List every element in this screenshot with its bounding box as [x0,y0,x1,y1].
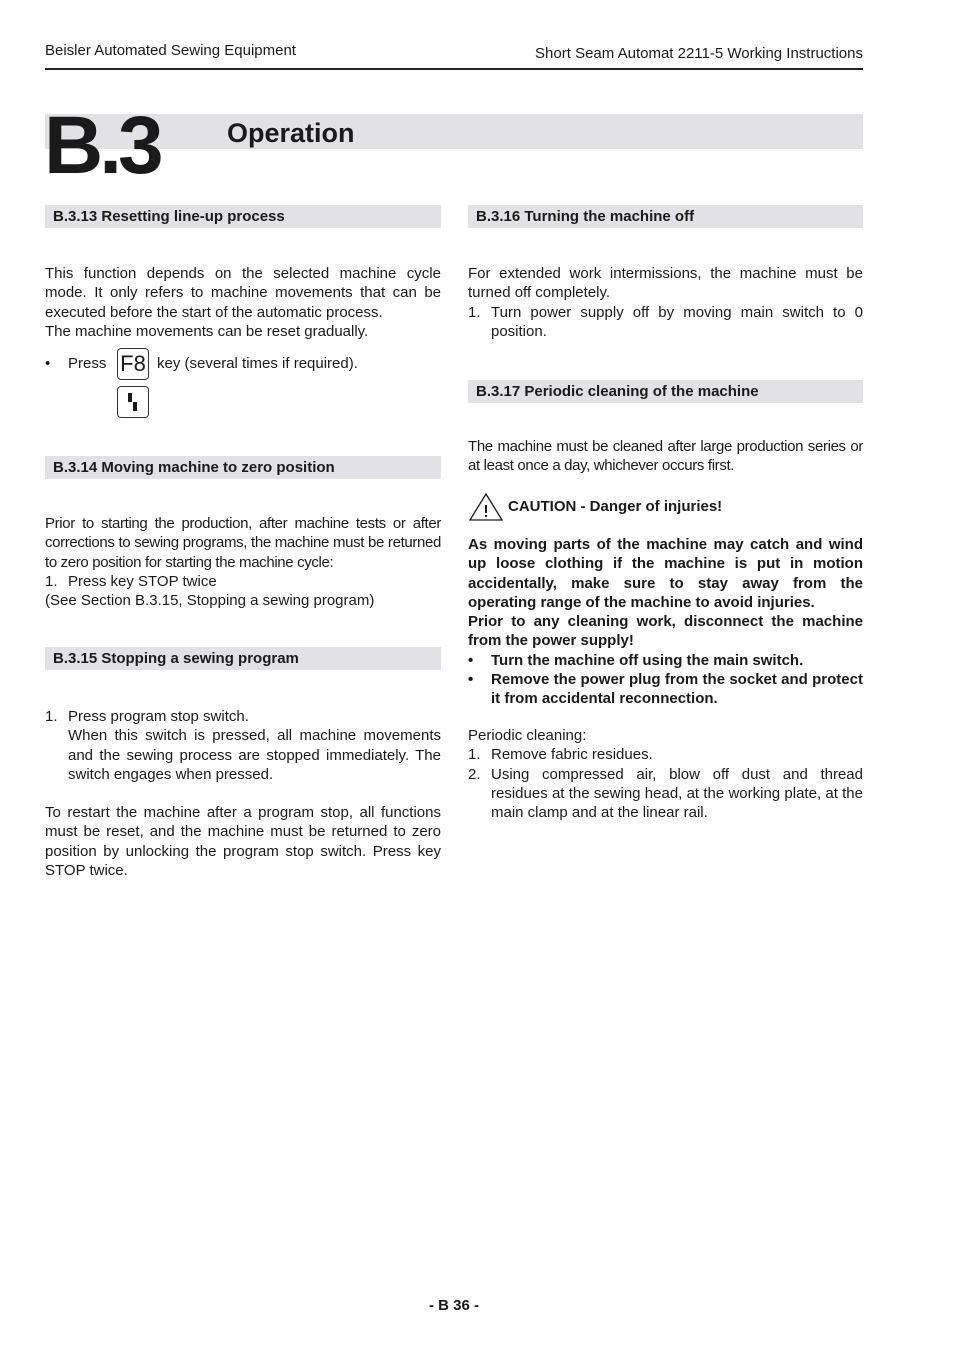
cleaning-title: Periodic cleaning: [468,727,587,744]
list-item [45,572,441,591]
f8-key: F8 [117,348,149,380]
paragraph: To restart the machine after a program stop, all functions must be reset, and the machine must be returned to zero position by unlocking the program stop switch. Press key STOP twice. [45,804,441,880]
section-heading-b3-17: B.3.17 Periodic cleaning of the machine [468,380,863,403]
caution-title: CAUTION - Danger of injuries! [508,498,723,516]
header-right: Short Seam Automat 2211-5 Working Instructions [535,45,863,62]
warning-paragraph: As moving parts of the machine may catch and wind up loose clothing if the machine is put in motion accidentally, make sure to stay away from the operating range of the machine to avoid injuries. [468,536,863,611]
list-text: When this switch is pressed, all machine movements and the sewing process are stopped immediately. The switch engages when pressed. [68,727,441,783]
list-text: Using compressed air, blow off dust and thread residues at the sewing head, at the working plate, at the main clamp and at the linear rail. [491,765,863,822]
bullet: • [468,671,474,689]
paragraph: The machine must be cleaned after large production series or at least once a day, whichever occurs first. [468,438,863,475]
caution-row [468,492,722,522]
section-b3-16-text [468,264,863,341]
warning-paragraph: Prior to any cleaning work, disconnect the machine from the power supply! [468,613,863,650]
list-text: Remove fabric residues. [491,746,653,764]
cleaning-steps [468,726,863,822]
paragraph: For extended work intermissions, the machine must be turned off completely. [468,265,863,302]
chapter-title: Operation [227,118,355,148]
paragraph: The machine movements can be reset gradually. [45,322,369,340]
page-number: - B 36 - [428,1297,479,1314]
press-f8-suffix: key (several times if required). [157,355,358,372]
section-heading-b3-14: B.3.14 Moving machine to zero position [45,456,441,479]
list-number: 1. [468,303,481,321]
warning-triangle-icon [468,492,504,522]
list-item [468,765,863,823]
list-number: 1. [468,746,481,764]
press-label: Press [68,355,107,372]
step-key-icon [117,386,149,418]
press-f8-line [45,354,106,373]
list-item [468,745,863,764]
header-rule [45,68,863,70]
list-number: 1. [45,708,58,725]
warning-text [468,535,863,709]
list-item [468,303,863,342]
step-icon [126,391,140,413]
section-b3-13-text [45,264,441,341]
list-title: Press program stop switch. [68,708,249,725]
warning-bullet [468,651,863,670]
paragraph: Prior to starting the production, after machine tests or after corrections to sewing programs, the machine must be returned to zero position for starting the machine cycle: [45,515,441,571]
bullet: • [468,651,474,669]
list-number: 2. [468,765,481,783]
chapter-number: B.3 [44,100,160,191]
section-b3-17-intro [468,437,863,476]
list-number: 1. [45,572,58,590]
header-left: Beisler Automated Sewing Equipment [45,42,296,59]
section-heading-b3-13: B.3.13 Resetting line-up process [45,205,441,228]
section-b3-15-text [45,707,441,880]
bullet-text: Turn the machine off using the main switch. [491,651,804,669]
paragraph: This function depends on the selected machine cycle mode. It only refers to machine movements that can be executed before the start of the automatic process. [45,265,441,321]
chapter-band [45,114,863,149]
list-text: Turn power supply off by moving main switch to 0 position. [491,303,863,340]
section-heading-b3-16: B.3.16 Turning the machine off [468,205,863,228]
note: (See Section B.3.15, Stopping a sewing program) [45,592,375,610]
warning-bullet [468,670,863,709]
section-heading-b3-15: B.3.15 Stopping a sewing program [45,647,441,670]
section-b3-14-text [45,514,441,610]
bullet-text: Remove the power plug from the socket and protect it from accidental reconnection. [491,671,863,708]
bullet: • [45,355,51,372]
list-item [45,707,441,784]
list-text: Press key STOP twice [68,572,217,590]
